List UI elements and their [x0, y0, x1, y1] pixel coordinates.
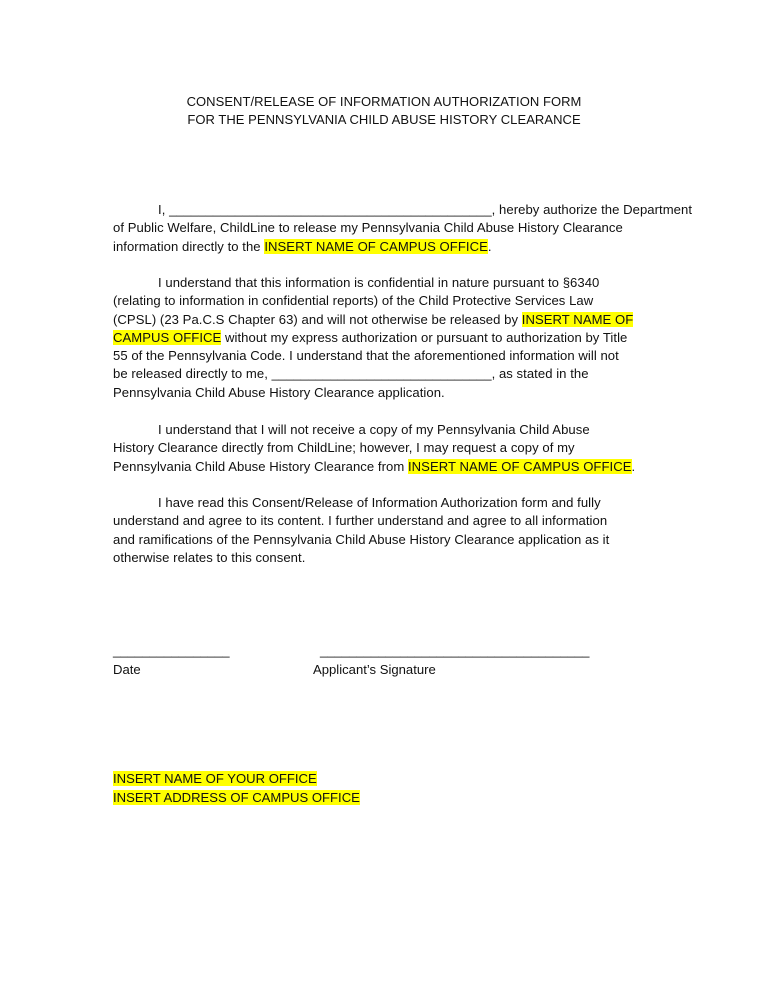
paragraph-line: I understand that I will not receive a copy of my Pennsylvania Child Abuse — [158, 422, 590, 437]
office-address-text: INSERT ADDRESS OF CAMPUS OFFICE — [113, 790, 360, 805]
office-name-text: INSERT NAME OF YOUR OFFICE — [113, 771, 317, 786]
date-label: Date — [113, 662, 141, 677]
paragraph-line: (relating to information in confidential reports) of the Child Protective Services Law — [113, 293, 594, 309]
text-segment: . — [487, 238, 492, 254]
campus-office-placeholder: CAMPUS OFFICE — [113, 329, 222, 345]
date-field-line[interactable]: ________________ — [113, 643, 230, 658]
paragraph-line: understand and agree to its content. I further understand and agree to all information — [113, 513, 608, 529]
campus-office-placeholder: INSERT NAME OF CAMPUS OFFICE — [264, 238, 488, 254]
paragraph-line — [113, 238, 658, 256]
paragraph-line: and ramifications of the Pennsylvania Child Abuse History Clearance application as it — [113, 531, 610, 547]
paragraph-line — [113, 458, 658, 476]
signature-field-line[interactable]: _____________________________________ — [320, 643, 590, 658]
text-segment: information directly to the — [113, 238, 265, 254]
paragraph-line: of Public Welfare, ChildLine to release my Pennsylvania Child Abuse History Clearance — [113, 220, 623, 236]
text-segment: without my express authorization or pursuant to authorization by Title — [221, 329, 628, 345]
paragraph-line: be released directly to me, ______________________________, as stated in the — [113, 366, 589, 382]
campus-office-placeholder: INSERT NAME OF CAMPUS OFFICE — [407, 458, 632, 474]
paragraph-line: History Clearance directly from ChildLine; however, I may request a copy of my — [113, 440, 575, 456]
paragraph-line: 55 of the Pennsylvania Code. I understand that the aforementioned information will not — [113, 348, 619, 364]
paragraph-line: I have read this Consent/Release of Information Authorization form and fully — [158, 495, 601, 510]
paragraph-authorization — [113, 201, 693, 256]
office-name-placeholder — [113, 770, 317, 788]
paragraph-confidentiality — [113, 274, 658, 402]
paragraph-line: otherwise relates to this consent. — [113, 549, 306, 565]
campus-office-placeholder: INSERT NAME OF — [521, 311, 634, 327]
paragraph-acknowledgement — [113, 494, 658, 567]
paragraph-line — [113, 311, 658, 329]
name-blank-text: I, ____________________________________________, hereby authorize the Department — [158, 202, 693, 217]
text-segment: Pennsylvania Child Abuse History Clearance from — [113, 458, 408, 474]
signature-label: Applicant’s Signature — [313, 662, 436, 677]
paragraph-line: Pennsylvania Child Abuse History Clearance application. — [113, 384, 445, 400]
paragraph-copy-request — [113, 421, 658, 476]
paragraph-line — [113, 201, 693, 219]
office-address-placeholder — [113, 789, 360, 807]
paragraph-line — [113, 329, 658, 347]
form-title-line-2: FOR THE PENNSYLVANIA CHILD ABUSE HISTORY CLEARANCE — [187, 112, 581, 127]
text-segment: . — [631, 458, 636, 474]
paragraph-line: I understand that this information is confidential in nature pursuant to §6340 — [158, 275, 600, 290]
form-title-line-1: CONSENT/RELEASE OF INFORMATION AUTHORIZATION FORM — [186, 94, 582, 109]
text-segment: (CPSL) (23 Pa.C.S Chapter 63) and will not otherwise be released by — [113, 311, 522, 327]
